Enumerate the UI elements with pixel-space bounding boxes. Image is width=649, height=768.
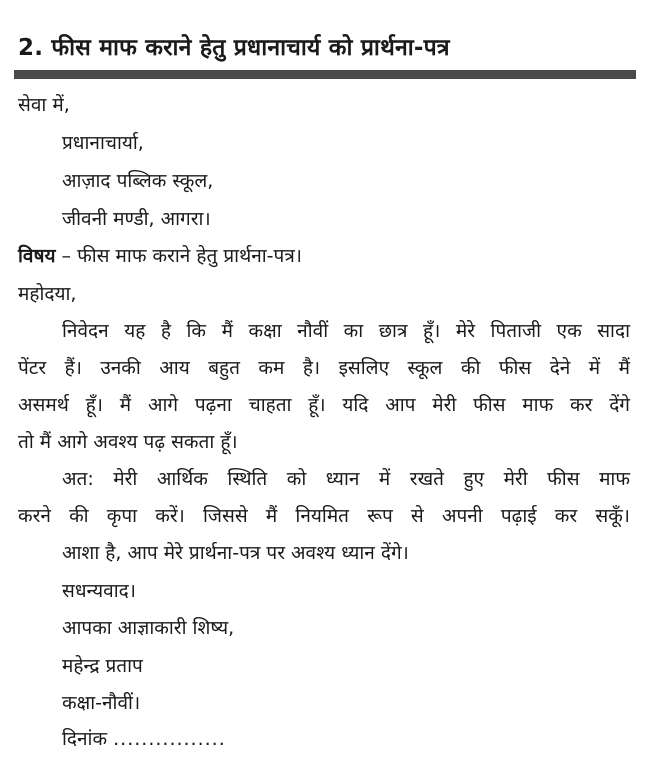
closing-thanks: सधन्यवाद। <box>62 580 136 602</box>
subject-text: – फीस माफ कराने हेतु प्रार्थना-पत्र। <box>55 245 303 267</box>
paragraph2-line: करने की कृपा करें। जिससे मैं नियमित रूप से अपनी पढ़ाई कर सकूँ। <box>18 505 630 527</box>
closing-yours: आपका आज्ञाकारी शिष्य, <box>62 617 235 639</box>
page-title: 2. फीस माफ कराने हेतु प्रधानाचार्य को प्रार्थना-पत्र <box>18 35 450 61</box>
hope-line: आशा है, आप मेरे प्रार्थना-पत्र पर अवश्य ध्यान देंगे। <box>62 542 409 564</box>
salutation-to: सेवा में, <box>18 94 70 116</box>
date-line <box>62 728 226 751</box>
subject-label: विषय <box>18 245 56 267</box>
recipient-school: आज़ाद पब्लिक स्कूल, <box>62 170 214 192</box>
paragraph2-line: अत: मेरी आर्थिक स्थिति को ध्यान में रखते हुए मेरी फीस माफ <box>62 468 630 490</box>
signature-name: महेन्द्र प्रताप <box>62 655 143 677</box>
greeting: महोदया, <box>18 283 77 305</box>
paragraph1-line: निवेदन यह है कि मैं कक्षा नौवीं का छात्र हूँ। मेरे पिताजी एक सादा <box>62 320 630 342</box>
recipient-address: जीवनी मण्डी, आगरा। <box>62 208 211 230</box>
paragraph1-line: तो मैं आगे अवश्य पढ़ सकता हूँ। <box>18 431 238 453</box>
date-label: दिनांक <box>62 728 108 750</box>
signature-class: कक्षा-नौवीं। <box>62 692 141 714</box>
paragraph1-line: पेंटर हैं। उनकी आय बहुत कम है। इसलिए स्कूल की फीस देने में मैं <box>18 357 630 379</box>
recipient-designation: प्रधानाचार्या, <box>62 132 144 154</box>
paragraph1-line: असमर्थ हूँ। मैं आगे पढ़ना चाहता हूँ। यदि आप मेरी फीस माफ कर देंगे <box>18 394 630 416</box>
date-value: ................ <box>113 728 226 750</box>
subject-line <box>18 245 302 268</box>
title-underline <box>14 70 636 79</box>
